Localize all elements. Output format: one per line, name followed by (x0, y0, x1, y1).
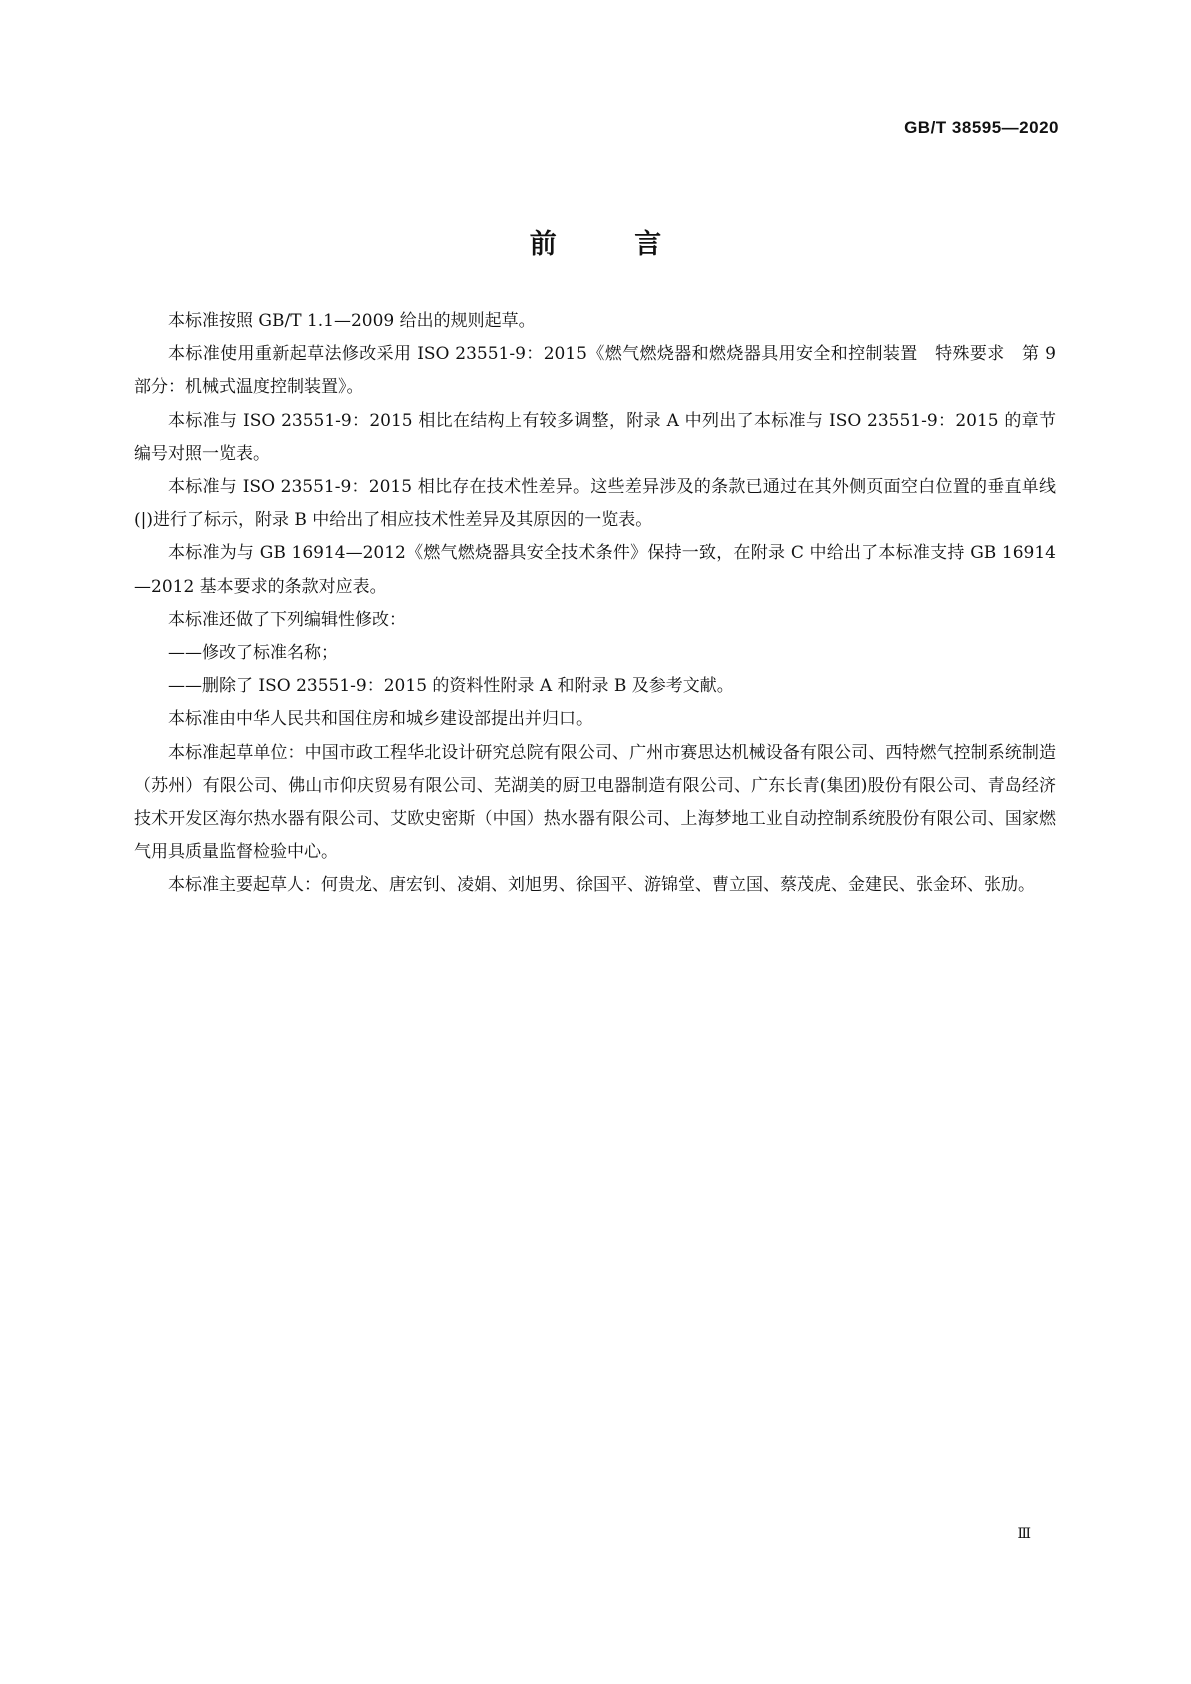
paragraph-drafting-rules: 本标准按照 GB/T 1.1—2009 给出的规则起草。 (168, 311, 536, 331)
page-title: 前 言 (529, 229, 696, 260)
paragraph-technical-differences: 本标准与 ISO 23551-9：2015 相比存在技术性差异。这些差异涉及的条款已通过在其外侧页面空白位置的垂直单线(|)进行了标示，附录 B 中给出了相应技术性差异及其原因的一览表。 (134, 477, 1056, 531)
paragraph-adoption: 本标准使用重新起草法修改采用 ISO 23551-9：2015《燃气燃烧器和燃烧器具用安全和控制装置 特殊要求 第 9 部分：机械式温度控制装置》。 (134, 344, 1056, 398)
paragraph-structure: 本标准与 ISO 23551-9：2015 相比在结构上有较多调整，附录 A 中列出了本标准与 ISO 23551-9：2015 的章节编号对照一览表。 (134, 410, 1056, 464)
foreword-body (134, 305, 1056, 903)
paragraph-editorial-changes: 本标准还做了下列编辑性修改： (168, 609, 406, 630)
paragraph-drafting-units: 本标准起草单位：中国市政工程华北设计研究总院有限公司、广州市赛思达机械设备有限公司、西特燃气控制系统制造（苏州）有限公司、佛山市仰庆贸易有限公司、芜湖美的厨卫电器制造有限公司、广东长青(集团)股份有限公司、青岛经济技术开发区海尔热水器有限公司、艾欧史密斯（中国）热水器有限公司、上海梦地工业自动控制系统股份有限公司、国家燃气用具质量监督检验中心。 (134, 742, 1056, 863)
page-number: Ⅲ (1017, 1526, 1031, 1542)
list-item: ——修改了标准名称； (168, 643, 338, 664)
standard-code: GB/T 38595—2020 (904, 118, 1059, 137)
paragraph-proposer: 本标准由中华人民共和国住房和城乡建设部提出并归口。 (168, 709, 593, 730)
paragraph-gb16914: 本标准为与 GB 16914—2012《燃气燃烧器具安全技术条件》保持一致，在附录 C 中给出了本标准支持 GB 16914—2012 基本要求的条款对应表。 (134, 543, 1056, 597)
list-item: ——删除了 ISO 23551-9：2015 的资料性附录 A 和附录 B 及参考文献。 (168, 676, 734, 697)
paragraph-drafters: 本标准主要起草人：何贵龙、唐宏钊、凌娟、刘旭男、徐国平、游锦堂、曹立国、蔡茂虎、金建民、张金环、张劢。 (168, 875, 1035, 896)
